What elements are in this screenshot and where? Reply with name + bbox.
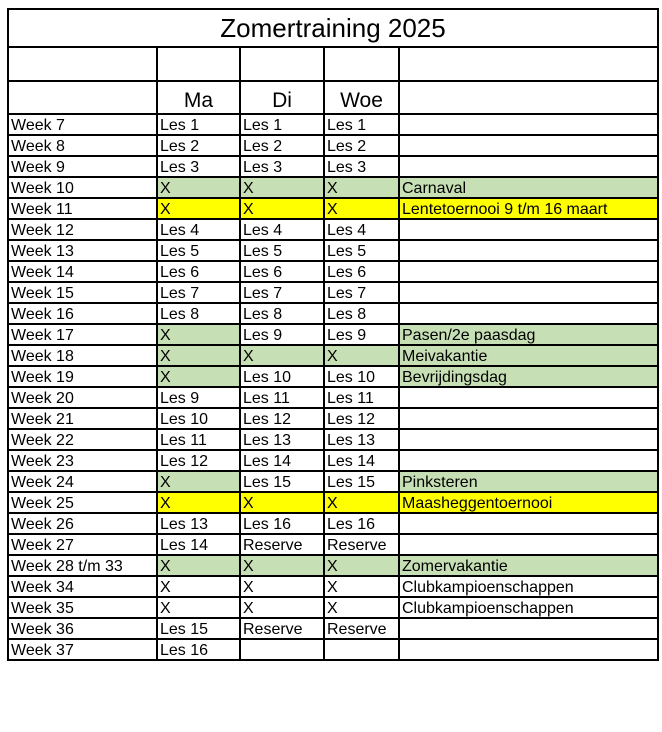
di-cell[interactable]: X <box>240 345 324 366</box>
cell[interactable] <box>157 47 240 81</box>
di-cell[interactable]: Les 11 <box>240 387 324 408</box>
title-row <box>8 9 658 47</box>
header-ma[interactable]: Ma <box>157 81 240 114</box>
ma-cell[interactable]: X <box>157 576 240 597</box>
note-cell[interactable] <box>399 156 658 177</box>
week-cell[interactable]: Week 14 <box>8 261 157 282</box>
table-row <box>8 345 658 366</box>
ma-cell[interactable]: Les 14 <box>157 534 240 555</box>
di-cell[interactable]: Les 1 <box>240 114 324 135</box>
woe-cell[interactable] <box>324 639 399 660</box>
table-row <box>8 303 658 324</box>
table-row <box>8 429 658 450</box>
note-cell[interactable] <box>399 240 658 261</box>
table-row <box>8 198 658 219</box>
woe-cell[interactable]: X <box>324 177 399 198</box>
table-row <box>8 408 658 429</box>
woe-cell[interactable]: X <box>324 555 399 576</box>
woe-cell[interactable]: Les 15 <box>324 471 399 492</box>
table-row <box>8 450 658 471</box>
note-cell[interactable]: Maasheggentoernooi <box>399 492 658 513</box>
table-row <box>8 135 658 156</box>
header-note[interactable] <box>399 81 658 114</box>
note-cell[interactable]: Pasen/2e paasdag <box>399 324 658 345</box>
di-cell[interactable]: Les 10 <box>240 366 324 387</box>
ma-cell[interactable]: Les 16 <box>157 639 240 660</box>
woe-cell[interactable]: X <box>324 492 399 513</box>
cell[interactable] <box>399 47 658 81</box>
week-cell[interactable]: Week 36 <box>8 618 157 639</box>
di-cell[interactable]: Les 14 <box>240 450 324 471</box>
ma-cell[interactable]: Les 9 <box>157 387 240 408</box>
ma-cell[interactable]: X <box>157 366 240 387</box>
woe-cell[interactable]: Reserve <box>324 534 399 555</box>
ma-cell[interactable]: X <box>157 492 240 513</box>
ma-cell[interactable]: Les 2 <box>157 135 240 156</box>
woe-cell[interactable]: Les 5 <box>324 240 399 261</box>
week-cell[interactable]: Week 15 <box>8 282 157 303</box>
week-cell[interactable]: Week 18 <box>8 345 157 366</box>
ma-cell[interactable]: X <box>157 597 240 618</box>
woe-cell[interactable]: X <box>324 597 399 618</box>
table-row <box>8 366 658 387</box>
note-cell[interactable] <box>399 513 658 534</box>
ma-cell[interactable]: Les 15 <box>157 618 240 639</box>
header-di[interactable]: Di <box>240 81 324 114</box>
note-cell[interactable] <box>399 408 658 429</box>
table-row <box>8 114 658 135</box>
note-cell[interactable]: Pinksteren <box>399 471 658 492</box>
table-row <box>8 261 658 282</box>
woe-cell[interactable]: Les 13 <box>324 429 399 450</box>
week-cell[interactable]: Week 10 <box>8 177 157 198</box>
note-cell[interactable] <box>399 219 658 240</box>
di-cell[interactable]: Les 5 <box>240 240 324 261</box>
ma-cell[interactable]: X <box>157 471 240 492</box>
di-cell[interactable]: Les 9 <box>240 324 324 345</box>
ma-cell[interactable]: Les 1 <box>157 114 240 135</box>
di-cell[interactable]: Les 7 <box>240 282 324 303</box>
note-cell[interactable] <box>399 135 658 156</box>
week-cell[interactable]: Week 19 <box>8 366 157 387</box>
woe-cell[interactable]: Les 7 <box>324 282 399 303</box>
header-week[interactable] <box>8 81 157 114</box>
ma-cell[interactable]: Les 5 <box>157 240 240 261</box>
woe-cell[interactable]: Les 3 <box>324 156 399 177</box>
week-cell[interactable]: Week 20 <box>8 387 157 408</box>
di-cell[interactable]: X <box>240 576 324 597</box>
week-cell[interactable]: Week 17 <box>8 324 157 345</box>
di-cell[interactable]: Reserve <box>240 618 324 639</box>
table-row <box>8 597 658 618</box>
note-cell[interactable] <box>399 429 658 450</box>
di-cell[interactable]: Les 4 <box>240 219 324 240</box>
woe-cell[interactable]: Les 1 <box>324 114 399 135</box>
woe-cell[interactable]: Les 8 <box>324 303 399 324</box>
woe-cell[interactable]: Les 11 <box>324 387 399 408</box>
table-row <box>8 240 658 261</box>
di-cell[interactable]: Les 3 <box>240 156 324 177</box>
di-cell[interactable]: Les 2 <box>240 135 324 156</box>
table-row <box>8 639 658 660</box>
note-cell[interactable] <box>399 639 658 660</box>
ma-cell[interactable]: X <box>157 177 240 198</box>
table-row <box>8 324 658 345</box>
note-cell[interactable]: Clubkampioenschappen <box>399 597 658 618</box>
week-cell[interactable]: Week 11 <box>8 198 157 219</box>
week-cell[interactable]: Week 16 <box>8 303 157 324</box>
note-cell[interactable] <box>399 450 658 471</box>
header-row <box>8 81 658 114</box>
week-cell[interactable]: Week 37 <box>8 639 157 660</box>
table-row <box>8 576 658 597</box>
ma-cell[interactable]: Les 7 <box>157 282 240 303</box>
woe-cell[interactable]: Les 4 <box>324 219 399 240</box>
week-cell[interactable]: Week 26 <box>8 513 157 534</box>
woe-cell[interactable]: Reserve <box>324 618 399 639</box>
note-cell[interactable] <box>399 387 658 408</box>
note-cell[interactable]: Carnaval <box>399 177 658 198</box>
ma-cell[interactable]: Les 11 <box>157 429 240 450</box>
table-row <box>8 219 658 240</box>
week-cell[interactable]: Week 22 <box>8 429 157 450</box>
woe-cell[interactable]: X <box>324 345 399 366</box>
table-row <box>8 513 658 534</box>
week-cell[interactable]: Week 28 t/m 33 <box>8 555 157 576</box>
ma-cell[interactable]: Les 4 <box>157 219 240 240</box>
ma-cell[interactable]: Les 3 <box>157 156 240 177</box>
di-cell[interactable]: X <box>240 492 324 513</box>
di-cell[interactable]: Les 12 <box>240 408 324 429</box>
note-cell[interactable] <box>399 534 658 555</box>
cell[interactable] <box>240 47 324 81</box>
note-cell[interactable] <box>399 114 658 135</box>
note-cell[interactable]: Lentetoernooi 9 t/m 16 maart <box>399 198 658 219</box>
di-cell[interactable]: Les 15 <box>240 471 324 492</box>
di-cell[interactable]: X <box>240 555 324 576</box>
woe-cell[interactable]: Les 9 <box>324 324 399 345</box>
woe-cell[interactable]: Les 2 <box>324 135 399 156</box>
ma-cell[interactable]: Les 10 <box>157 408 240 429</box>
note-cell[interactable] <box>399 303 658 324</box>
week-cell[interactable]: Week 35 <box>8 597 157 618</box>
week-cell[interactable]: Week 27 <box>8 534 157 555</box>
table-row <box>8 492 658 513</box>
week-cell[interactable]: Week 9 <box>8 156 157 177</box>
woe-cell[interactable]: Les 6 <box>324 261 399 282</box>
week-cell[interactable]: Week 23 <box>8 450 157 471</box>
week-cell[interactable]: Week 8 <box>8 135 157 156</box>
table-row <box>8 177 658 198</box>
di-cell[interactable]: X <box>240 177 324 198</box>
ma-cell[interactable]: Les 6 <box>157 261 240 282</box>
woe-cell[interactable]: Les 10 <box>324 366 399 387</box>
header-woe[interactable]: Woe <box>324 81 399 114</box>
di-cell[interactable] <box>240 639 324 660</box>
table-row <box>8 282 658 303</box>
ma-cell[interactable]: X <box>157 345 240 366</box>
di-cell[interactable]: Les 8 <box>240 303 324 324</box>
di-cell[interactable]: Les 13 <box>240 429 324 450</box>
ma-cell[interactable]: X <box>157 324 240 345</box>
woe-cell[interactable]: X <box>324 576 399 597</box>
note-cell[interactable] <box>399 261 658 282</box>
week-cell[interactable]: Week 13 <box>8 240 157 261</box>
cell[interactable] <box>324 47 399 81</box>
blank-row <box>8 47 658 81</box>
cell[interactable] <box>8 47 157 81</box>
table-row <box>8 387 658 408</box>
week-cell[interactable]: Week 25 <box>8 492 157 513</box>
week-cell[interactable]: Week 21 <box>8 408 157 429</box>
ma-cell[interactable]: Les 8 <box>157 303 240 324</box>
table-row <box>8 534 658 555</box>
note-cell[interactable]: Clubkampioenschappen <box>399 576 658 597</box>
table-row <box>8 618 658 639</box>
note-cell[interactable]: Bevrijdingsdag <box>399 366 658 387</box>
di-cell[interactable]: Reserve <box>240 534 324 555</box>
sheet-title[interactable]: Zomertraining 2025 <box>8 9 658 47</box>
table-row <box>8 156 658 177</box>
woe-cell[interactable]: Les 16 <box>324 513 399 534</box>
woe-cell[interactable]: Les 14 <box>324 450 399 471</box>
training-schedule-table <box>7 8 659 661</box>
woe-cell[interactable]: X <box>324 198 399 219</box>
week-cell[interactable]: Week 7 <box>8 114 157 135</box>
table-row <box>8 471 658 492</box>
table-row <box>8 555 658 576</box>
note-cell[interactable]: Zomervakantie <box>399 555 658 576</box>
week-cell[interactable]: Week 12 <box>8 219 157 240</box>
ma-cell[interactable]: X <box>157 198 240 219</box>
di-cell[interactable]: Les 16 <box>240 513 324 534</box>
note-cell[interactable]: Meivakantie <box>399 345 658 366</box>
di-cell[interactable]: X <box>240 198 324 219</box>
ma-cell[interactable]: X <box>157 555 240 576</box>
note-cell[interactable] <box>399 618 658 639</box>
week-cell[interactable]: Week 34 <box>8 576 157 597</box>
ma-cell[interactable]: Les 12 <box>157 450 240 471</box>
week-cell[interactable]: Week 24 <box>8 471 157 492</box>
ma-cell[interactable]: Les 13 <box>157 513 240 534</box>
di-cell[interactable]: X <box>240 597 324 618</box>
di-cell[interactable]: Les 6 <box>240 261 324 282</box>
woe-cell[interactable]: Les 12 <box>324 408 399 429</box>
note-cell[interactable] <box>399 282 658 303</box>
